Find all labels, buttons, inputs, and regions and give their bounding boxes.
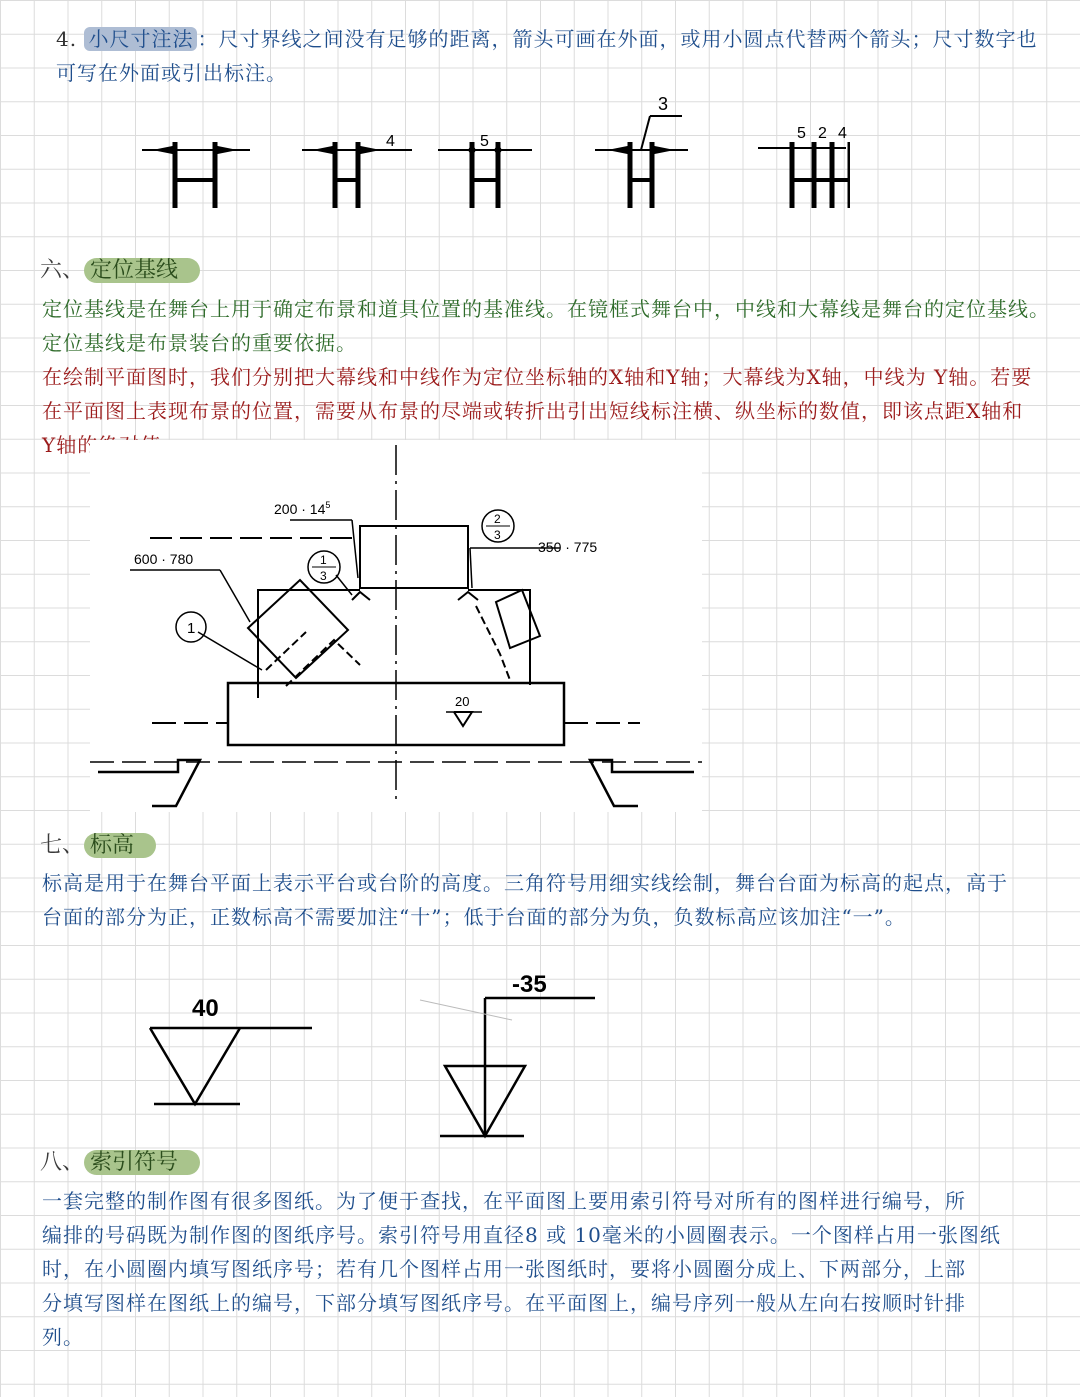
section6-red-line3: Y轴的绝对值。 xyxy=(42,433,183,457)
elevation-positive-label: 40 xyxy=(192,995,219,1022)
section8-heading xyxy=(40,1146,200,1180)
stage-plan-figure xyxy=(90,440,702,812)
section7-body xyxy=(42,866,1052,934)
small-dim-label-2: 5 xyxy=(480,133,489,150)
section8-line4: 分填写图样在图纸上的编号，下部分填写图纸序号。在平面图上，编号序列一般从左向右按顺时针排 xyxy=(42,1291,966,1315)
small-dim-label-3: 3 xyxy=(658,94,669,114)
stage-label-left: 600 · 780 xyxy=(134,551,194,567)
section4-number: 4. xyxy=(56,27,78,51)
section4-line2: 可写在外面或引出标注。 xyxy=(56,61,287,85)
frac-left-den: 3 xyxy=(320,569,327,583)
section6-heading xyxy=(40,254,200,288)
section6-green-line1: 定位基线是在舞台上用于确定布景和道具位置的基准线。在镜框式舞台中，中线和大幕线是舞台的定位基线。 xyxy=(42,297,1050,321)
small-dimension-figure xyxy=(130,90,850,220)
small-dim-label-1: 4 xyxy=(386,133,395,150)
section4-highlight: 小尺寸注法 xyxy=(84,27,197,51)
section8-line1: 一套完整的制作图有很多图纸。为了便于查找，在平面图上要用索引符号对所有的图样进行编号，所 xyxy=(42,1189,966,1213)
section7-heading xyxy=(40,829,156,863)
index-circle-1-label: 1 xyxy=(187,620,196,637)
section8-number: 八、 xyxy=(40,1150,85,1175)
elevation-negative-label: -35 xyxy=(512,971,547,998)
section6-body xyxy=(42,292,1052,462)
section4-text1: ：尺寸界线之间没有足够的距离，箭头可画在外面，或用小圆点代替两个箭头；尺寸数字也 xyxy=(197,27,1038,51)
section6-red-line2: 在平面图上表现布景的位置，需要从布景的尽端或转折出引出短线标注横、纵坐标的数值，即该点距X轴和 xyxy=(42,399,1024,423)
section8-line3: 时，在小圆圈内填写图纸序号；若有几个图样占用一张图纸时，要将小圆圈分成上、下两部分，上部 xyxy=(42,1257,966,1281)
section6-green-line2: 定位基线是布景装台的重要依据。 xyxy=(42,331,357,355)
section8-line5: 列。 xyxy=(42,1325,84,1349)
section6-number: 六、 xyxy=(40,258,85,283)
frac-right-num: 2 xyxy=(494,512,501,526)
section8-title: 索引符号 xyxy=(84,1150,200,1175)
section8-body xyxy=(42,1184,1052,1354)
section6-red-line1: 在绘制平面图时，我们分别把大幕线和中线作为定位坐标轴的X轴和Y轴；大幕线为X轴，中线为 Y轴。若要 xyxy=(42,365,1033,389)
stage-label-top: $200 \cdot 14^5$ xyxy=(274,500,331,517)
frac-left-num: 1 xyxy=(320,553,327,567)
section4-line1 xyxy=(56,22,1046,56)
section6-title: 定位基线 xyxy=(84,258,200,283)
section8-line2: 编排的号码既为制作图的图纸序号。索引符号用直径8 或 10毫米的小圆圈表示。一个图样占用一张图纸 xyxy=(42,1223,1001,1247)
section7-line1: 标高是用于在舞台平面上表示平台或台阶的高度。三角符号用细实线绘制，舞台台面为标高的起点，高于 xyxy=(42,871,1008,895)
small-dim-label-5: 2 xyxy=(818,125,827,142)
section7-line2: 台面的部分为正，正数标高不需要加注“十”；低于台面的部分为负，负数标高应该加注“一”。 xyxy=(42,905,906,929)
section4-text xyxy=(56,22,1046,90)
small-dim-label-6: 4 xyxy=(838,125,847,142)
section7-number: 七、 xyxy=(40,833,85,858)
elevation-figure xyxy=(140,960,620,1150)
stage-elevation-label: 20 xyxy=(455,694,470,709)
stage-label-right: 350 · 775 xyxy=(538,539,598,555)
small-dim-label-4: 5 xyxy=(797,125,806,142)
frac-right-den: 3 xyxy=(494,528,501,542)
section7-title: 标高 xyxy=(84,833,156,858)
